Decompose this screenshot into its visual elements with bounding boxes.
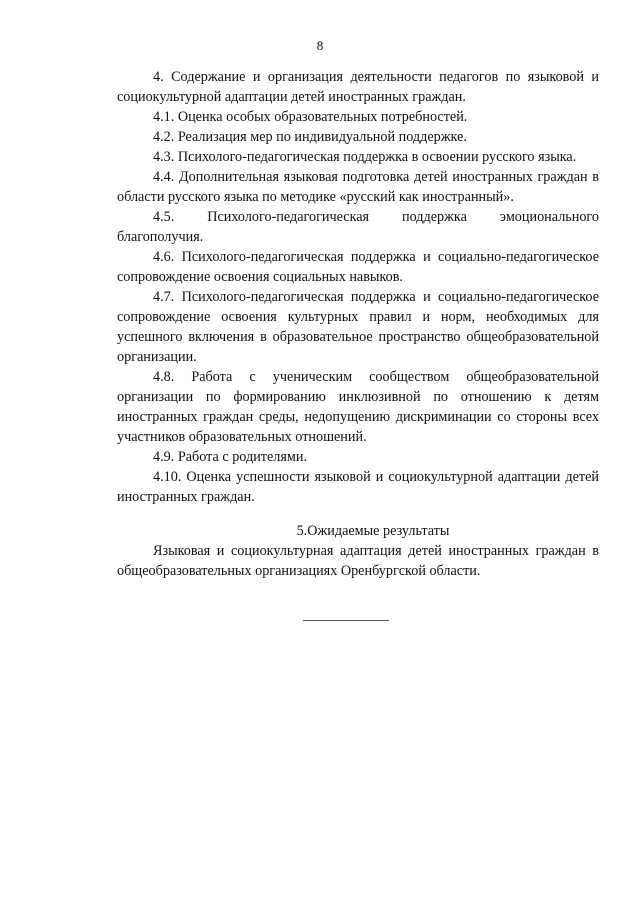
item-4-2: 4.2. Реализация мер по индивидуальной поддержке.	[153, 129, 467, 145]
item-4-7: 4.7. Психолого-педагогическая поддержка и социально-педагогическое сопровождение освоения культурных правил и норм, необходимых для успешного включения в образовательное пространство общеобразовательной организации.	[117, 289, 599, 365]
page-number: 8	[316, 38, 324, 53]
item-4-10: 4.10. Оценка успешности языковой и социокультурной адаптации детей иностранных граждан.	[117, 469, 599, 505]
item-4-5: 4.5. Психолого-педагогическая поддержка эмоционального благополучия.	[117, 209, 599, 245]
section-5-text: Языковая и социокультурная адаптация детей иностранных граждан в общеобразовательных организациях Оренбургской области.	[117, 543, 599, 579]
item-4-1: 4.1. Оценка особых образовательных потребностей.	[153, 109, 468, 125]
closing-divider	[303, 620, 389, 621]
item-4-6: 4.6. Психолого-педагогическая поддержка и социально-педагогическое сопровождение освоения социальных навыков.	[117, 249, 599, 285]
document-body	[117, 67, 599, 581]
item-4-4: 4.4. Дополнительная языковая подготовка детей иностранных граждан в области русского языка по методике «русский как иностранный».	[117, 169, 599, 205]
item-4-3: 4.3. Психолого-педагогическая поддержка в освоении русского языка.	[153, 149, 577, 165]
item-4-8: 4.8. Работа с ученическим сообществом общеобразовательной организации по формированию инклюзивной по отношению к детям иностранных граждан среды, недопущению дискриминации со стороны всех участников образовательных отношений.	[117, 369, 599, 445]
section-5-heading: 5.Ожидаемые результаты	[296, 523, 450, 539]
item-4-9: 4.9. Работа с родителями.	[153, 449, 308, 465]
section-4-title: 4. Содержание и организация деятельности педагогов по языковой и социокультурной адаптации детей иностранных граждан.	[117, 69, 599, 105]
